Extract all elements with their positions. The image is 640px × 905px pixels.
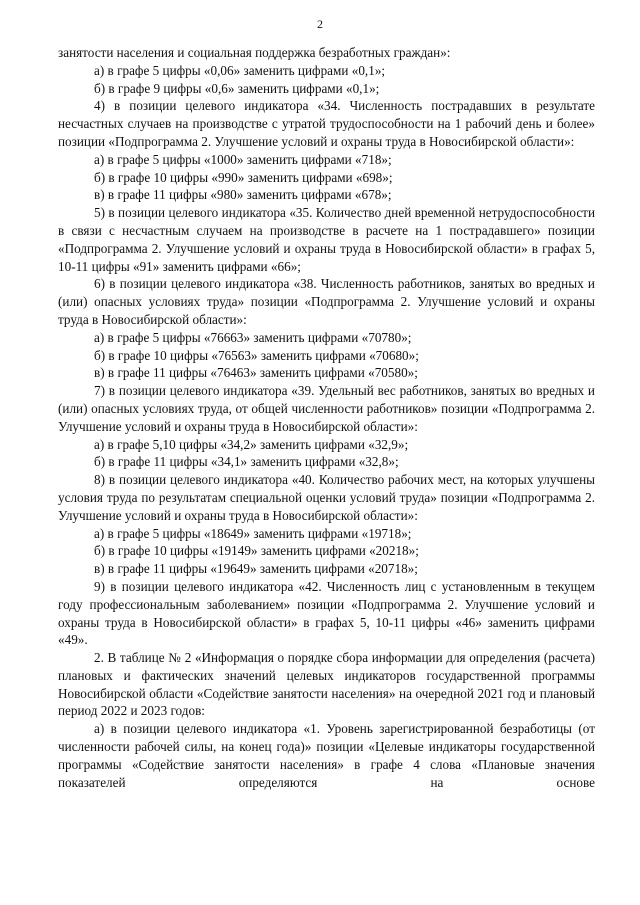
paragraph: а) в графе 5 цифры «76663» заменить цифрами «70780»; <box>94 329 412 345</box>
paragraph: 9) в позиции целевого индикатора «42. Численность лиц с установленным в текущем году профессиональным заболеванием» позиции «Подпрограмма 2. Улучшение условий и охраны труда в Новосибирской области» в графах 5, 10-11 цифры «46» заменить цифрами «49». <box>58 578 595 648</box>
paragraph: а) в графе 5,10 цифры «34,2» заменить цифрами «32,9»; <box>94 436 409 452</box>
paragraph: б) в графе 10 цифры «76563» заменить цифрами «70680»; <box>94 347 419 363</box>
paragraph: б) в графе 9 цифры «0,6» заменить цифрами «0,1»; <box>94 80 380 96</box>
paragraph: б) в графе 11 цифры «34,1» заменить цифрами «32,8»; <box>94 454 399 470</box>
paragraph: а) в графе 5 цифры «0,06» заменить цифрами «0,1»; <box>94 62 386 78</box>
page-number: 2 <box>317 17 323 31</box>
paragraph: 2. В таблице № 2 «Информация о порядке сбора информации для определения (расчета) плановых и фактических значений целевых индикаторов государственной программы Новосибирской области «Содействие занятости населения» на очередной 2021 год и плановый период 2022 и 2023 годов: <box>58 650 595 719</box>
document-body <box>58 44 595 791</box>
paragraph: 4) в позиции целевого индикатора «34. Численность пострадавших в результате несчастных случаев на производстве с утратой трудоспособности на 1 рабочий день и более» позиции «Подпрограмма 2. Улучшение условий и охраны труда в Новосибирской области»: <box>58 98 595 149</box>
paragraph: а) в графе 5 цифры «1000» заменить цифрами «718»; <box>94 151 392 167</box>
paragraph: б) в графе 10 цифры «19149» заменить цифрами «20218»; <box>94 543 419 559</box>
paragraph: а) в позиции целевого индикатора «1. Уровень зарегистрированной безработицы (от численности рабочей силы, на конец года)» позиции «Целевые индикаторы государственной программы «Содействие занятости населения» в графе 4 слова «Плановые значения показателей определяются на основе <box>58 721 595 790</box>
paragraph: 6) в позиции целевого индикатора «38. Численность работников, занятых во вредных и (или) опасных условиях труда» позиции «Подпрограмма 2. Улучшение условий и охраны труда в Новосибирской области»: <box>58 276 595 327</box>
paragraph: 8) в позиции целевого индикатора «40. Количество рабочих мест, на которых улучшены условия труда по результатам специальной оценки условий труда» позиции «Подпрограмма 2. Улучшение условий и охраны труда в Новосибирской области»: <box>58 472 595 523</box>
paragraph: в) в графе 11 цифры «19649» заменить цифрами «20718»; <box>94 561 418 577</box>
paragraph: в) в графе 11 цифры «980» заменить цифрами «678»; <box>94 187 392 203</box>
paragraph: а) в графе 5 цифры «18649» заменить цифрами «19718»; <box>94 525 412 541</box>
paragraph: б) в графе 10 цифры «990» заменить цифрами «698»; <box>94 169 393 185</box>
paragraph: занятости населения и социальная поддержка безработных граждан»: <box>58 45 451 60</box>
paragraph: в) в графе 11 цифры «76463» заменить цифрами «70580»; <box>94 365 418 381</box>
paragraph: 7) в позиции целевого индикатора «39. Удельный вес работников, занятых во вредных и (или) опасных условиях труда, от общей численности работников» позиции «Подпрограмма 2. Улучшение условий и охраны труда в Новосибирской области»: <box>58 383 595 434</box>
paragraph: 5) в позиции целевого индикатора «35. Количество дней временной нетрудоспособности в связи с несчастным случаем на производстве в расчете на 1 пострадавшего» позиции «Подпрограмма 2. Улучшение условий и охраны труда в Новосибирской области» в графах 5, 10-11 цифры «91» заменить цифрами «66»; <box>58 205 595 274</box>
